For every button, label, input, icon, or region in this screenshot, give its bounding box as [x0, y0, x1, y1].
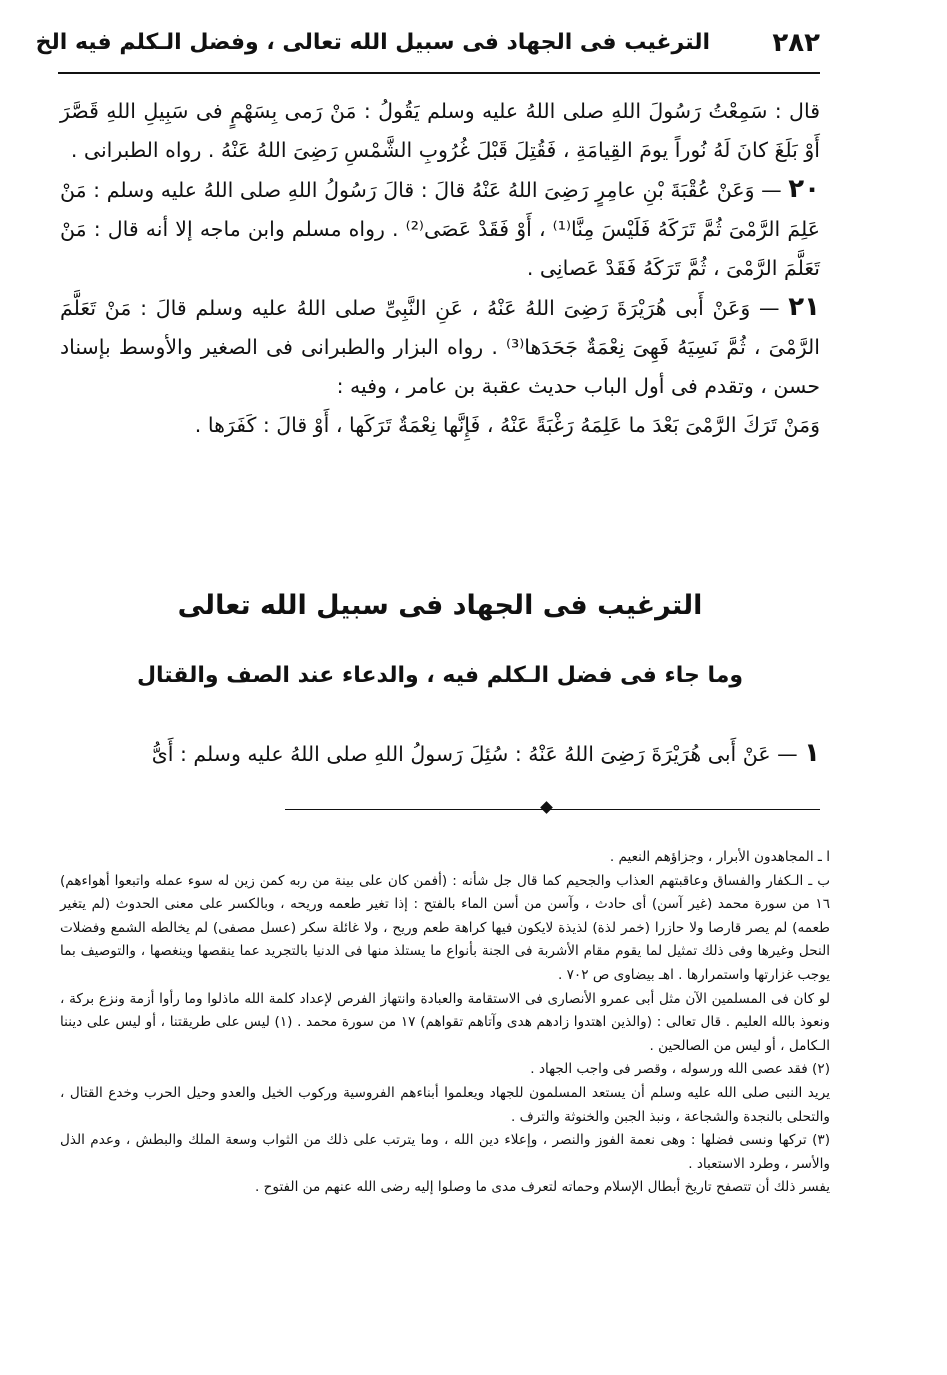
paragraph-text: — عَنْ أَبى هُرَيْرَةَ رَضِىَ اللهُ عَنْهُ : سُئِلَ رَسولُ اللهِ صلى اللهُ عليه وسلم : أَىُّ [151, 742, 805, 766]
paragraph-text: — وَعَنْ عُقْبَةَ بْنِ عامِرٍ رَضِىَ اللهُ عَنْهُ قالَ : قالَ رَسُولُ اللهِ صلى اللهُ عليه وسلم : مَنْ عَلِمَ الرَّمْىَ ثُمَّ تَرَكَهُ فَلَيْسَ مِنَّا⁽¹⁾ ، أَوْ فَقَدْ عَصَى⁽²⁾ . رواه مسلم وابن ماجه إلا أنه قال : مَنْ تَعَلَّمَ الرَّمْىَ ، ثُمَّ تَرَكَهُ فَقَدْ عَصانِى . [60, 178, 820, 280]
first-hadith [60, 738, 820, 768]
main-text [60, 92, 820, 445]
page-number: ٢٨٢ [772, 28, 820, 58]
footnote: يفسر ذلك أن تتصفح تاريخ أبطال الإسلام وحماته لتعرف مدى ما وصلوا إليه رضى الله عنهم من الفتوح . [255, 1179, 830, 1196]
footnote: يريد النبى صلى الله عليه وسلم أن يستعد المسلمون للجهاد ويعلموا أبناءهم الفروسية وركوب الخيل والعدو وحيل الحرب وخدع القتال ، والتحلى بالنجدة والشجاعة ، ونبذ الجبن والخنوثة والترف . [60, 1084, 830, 1125]
paragraph-text: قال : سَمِعْتُ رَسُولَ اللهِ صلى اللهُ عليه وسلم يَقُولُ : مَنْ رَمى بِسَهْمٍ فى سَبِيلِ اللهِ قَصَّرَ أَوْ بَلَغَ كانَ لَهُ نُوراً يومَ القِيامَةِ ، فَقُتِلَ قَبْلَ غُرُوبِ الشَّمْسِ رَضِىَ اللهُ عَنْهُ . رواه الطبرانى . [60, 99, 820, 162]
footnote-separator [285, 809, 820, 810]
footnote: لو كان فى المسلمين الآن مثل أبى عمرو الأنصارى فى الاستقامة والعبادة وانتهاز الفرص لإعداد كلمة الله ماذلوا وما رأوا أزمة ونزع بركة ، ونعوذ بالله العليم . قال تعالى : (والذين اهتدوا زادهم هدى وآتاهم تقواهم) ١٧ من سورة محمد . (١) ليس على طريقتنا ، أو ليس على ديننا الـكامل ، أو ليس من الصالحين . [60, 990, 830, 1054]
paragraph [60, 92, 820, 170]
footnotes [60, 846, 830, 1200]
header-rule [58, 72, 820, 74]
paragraph-text: وَمَنْ تَرَكَ الرَّمْىَ بَعْدَ ما عَلِمَهُ رَغْبَةً عَنْهُ ، فَإِنَّها نِعْمَةٌ تَرَكَها ، أَوْ قالَ : كَفَرَها . [194, 413, 820, 437]
paragraph [60, 288, 820, 406]
running-title: الترغيب فى الجهاد فى سبيل الله تعالى ، وفضل الـكلم فيه الخ [35, 30, 710, 55]
footnote: ب ـ الـكفار والفساق وعاقبتهم العذاب والجحيم كما قال جل شأنه : (أفمن كان على بينة من ربه كمن زين له سوء عمله واتبعوا أهواءهم) ١٦ من سورة محمد (غير آسن) أى حادث ، وآسن من أسن الماء بالفتح : إذا تغير طعمه وريحه ، وبالكسر على معنى الحدوث (لم يتغير طعمه) لم يصر قارصا ولا حازرا (خمر لذة) لذيذة لايكون فيها كراهة طعم وريح ، ولا غائلة سكر (عسل مصفى) لم يخالطه الشمع وفضلات النحل وغيرها وفى ذلك تمثيل لما يقوم مقام الأشربة فى الجنة بأنواع ما يستلذ منها فى الدنيا بالتجريد عما ينقصها وينغصها ، والتوصيف بما يوجب غزارتها واستمرارها . اهـ بيضاوى ص ٧٠٢ . [60, 872, 830, 983]
hadith-number: ١ [804, 738, 820, 768]
paragraph [60, 170, 820, 288]
paragraph-text: — وَعَنْ أَبى هُرَيْرَةَ رَضِىَ اللهُ عَنْهُ ، عَنِ النَّبِىِّ صلى اللهُ عليه وسلم قالَ : مَنْ تَعَلَّمَ الرَّمْىَ ، ثُمَّ نَسِيَهُ فَهِىَ نِعْمَةٌ جَحَدَها⁽³⁾ . رواه البزار والطبرانى فى الصغير والأوسط بإسناد حسن ، وتقدم فى أول الباب حديث عقبة بن عامر ، وفيه : [60, 296, 820, 398]
footnote: (٣) تركها ونسى فضلها : وهى نعمة الفوز والنصر ، وإعلاء دين الله ، وما يترتب على ذلك من الثواب وسعة الملك والبطش ، وعدم الذل والأسر ، وطرد الاستعباد . [60, 1132, 830, 1172]
hadith-number: ٢٠ [788, 174, 820, 204]
hadith-number: ٢١ [788, 292, 820, 322]
diamond-ornament-icon [540, 801, 553, 814]
page-header [35, 26, 820, 66]
footnote: (٢) فقد عصى الله ورسوله ، وقصر فى واجب الجهاد . [530, 1061, 830, 1078]
footnote: ا ـ المجاهدون الأبرار ، وجزاؤهم النعيم . [609, 849, 830, 865]
paragraph [60, 406, 820, 445]
section-heading: الترغيب فى الجهاد فى سبيل الله تعالى [177, 590, 703, 621]
section-subheading: وما جاء فى فضل الـكلم فيه ، والدعاء عند الصف والقتال [136, 663, 744, 688]
